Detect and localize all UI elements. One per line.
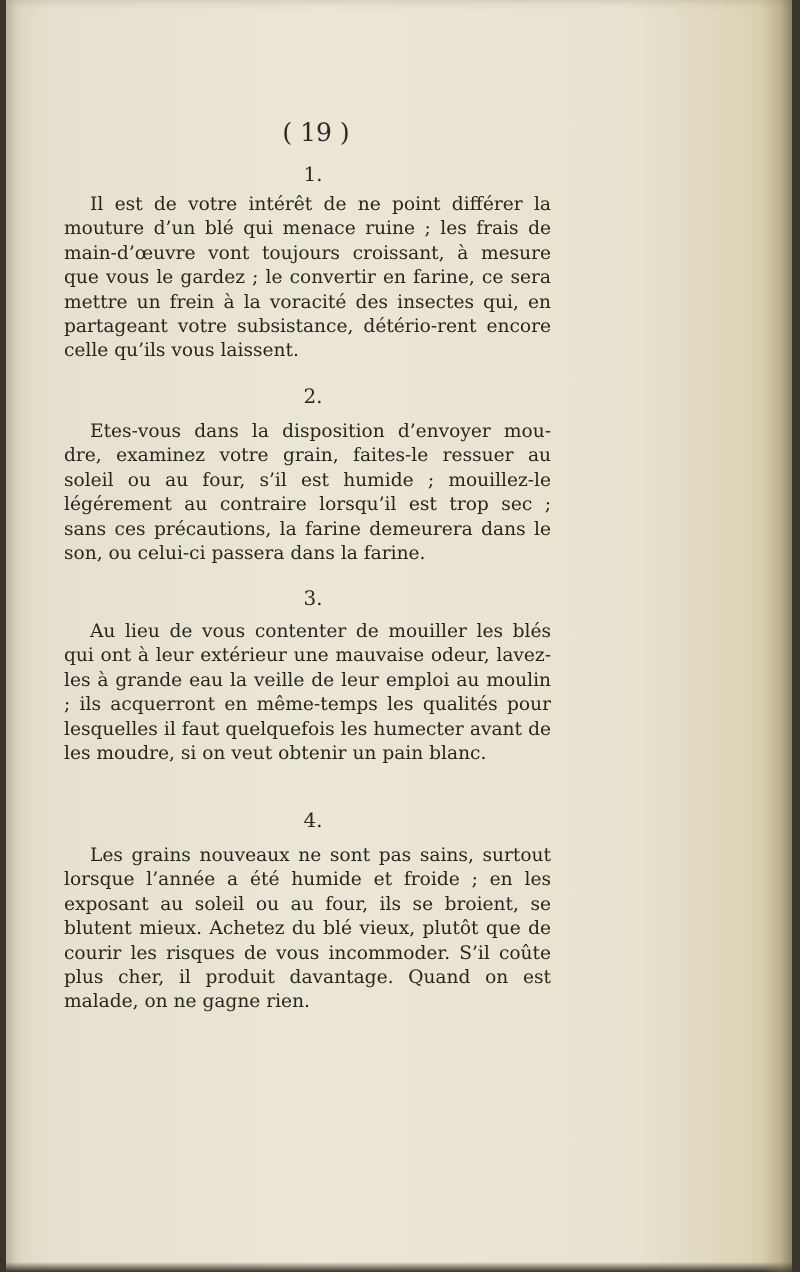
paragraph-1: [64, 193, 551, 364]
page-bottom-edge: [6, 1262, 792, 1272]
paragraph-4: [64, 844, 551, 1015]
section-number-4: 4.: [303, 808, 323, 832]
paragraph-1-text: Il est de votre intérêt de ne point différer la mouture d’un blé qui menace ruine ; les frais de main-d’œuvre vont toujours croissant, à mesure que vous le gardez ; le convertir en farine, ce sera mettre un frein à la voracité des insectes qui, en partageant votre subsistance, détério-rent encore celle qu’ils vous laissent.: [64, 194, 551, 362]
page-number: ( 19 ): [282, 118, 350, 147]
paragraph-2-text: Etes-vous dans la disposition d’envoyer mou-dre, examinez votre grain, faites-le ressuer au soleil ou au four, s’il est humide ; mouillez-le légérement au contraire lorsqu’il est trop sec ; sans ces précautions, la farine demeurera dans le son, ou celui-ci passera dans la farine.: [64, 421, 551, 565]
section-number-2: 2.: [303, 384, 323, 408]
paragraph-2: [64, 420, 551, 566]
book-page: [6, 0, 792, 1272]
section-number-3: 3.: [303, 586, 323, 610]
paragraph-3: [64, 620, 551, 766]
paragraph-4-text: Les grains nouveaux ne sont pas sains, surtout lorsque l’année a été humide et froide ; en les exposant au soleil ou au four, ils se broient, se blutent mieux. Achetez du blé vieux, plutôt que de courir les risques de vous incommoder. S’il coûte plus cher, il produit davantage. Quand on est malade, on ne gagne rien.: [64, 845, 551, 1013]
section-number-1: 1.: [303, 162, 323, 186]
paragraph-3-text: Au lieu de vous contenter de mouiller les blés qui ont à leur extérieur une mauvaise odeur, lavez-les à grande eau la veille de leur emploi au moulin ; ils acquerront en même-temps les qualités pour lesquelles il faut quelquefois les humecter avant de les moudre, si on veut obtenir un pain blanc.: [64, 621, 551, 765]
